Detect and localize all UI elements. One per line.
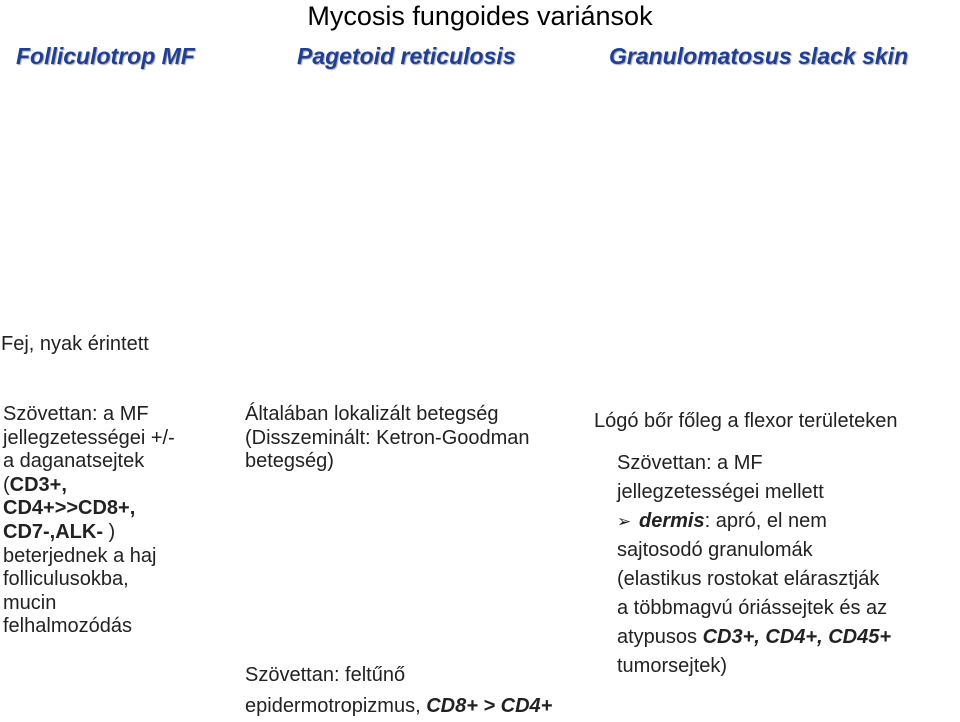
col1-site-text: Fej, nyak érintett — [1, 333, 149, 355]
col3-line-8: tumorsejtek) — [617, 655, 728, 677]
col3-line-3 — [617, 507, 891, 536]
col3-line-4: sajtosodó granulomák — [617, 539, 813, 561]
col1-line-2: jellegzetességei +/- — [3, 426, 175, 449]
col2-extent — [245, 403, 530, 474]
col1-line-7: beterjednek a haj — [3, 544, 157, 567]
col1-line-6-paren: ) — [103, 520, 116, 543]
col2-line-4: Szövettan: feltűnő — [245, 664, 406, 686]
col2-line-3: betegség) — [245, 450, 334, 473]
col2-line-5 — [245, 691, 552, 722]
arrow-bullet-icon: ➢ — [617, 512, 632, 531]
col3-line-1: Szövettan: a MF — [617, 452, 763, 474]
col3-histology — [617, 449, 891, 681]
col3-line-6: a többmagvú óriássejtek és az — [617, 597, 888, 619]
col1-line-1: Szövettan: a MF — [3, 403, 149, 425]
col1-line-4-marker: CD3+, — [9, 473, 67, 496]
col1-line-9: mucin — [3, 591, 57, 614]
col3-line-3-text: : apró, el nem — [704, 510, 827, 532]
col1-line-3: a daganatsejtek — [3, 450, 145, 473]
col3-clinical-text: Lógó bőr főleg a flexor területeken — [594, 410, 898, 432]
col3-line-7-text: atypusos — [617, 626, 703, 648]
slide-title: Mycosis fungoides variánsok — [307, 1, 653, 31]
col1-line-5-marker: CD4+>>CD8+, — [3, 497, 136, 520]
col1-histology — [3, 403, 175, 639]
col1-line-10: felhalmozódás — [3, 615, 132, 638]
heading-folliculotropic: Folliculotrop MF — [16, 43, 195, 69]
col2-line-2: (Disszeminált: Ketron-Goodman — [245, 426, 530, 449]
col2-line-5-text: epidermotropizmus, — [245, 695, 427, 717]
col3-line-2: jellegzetességei mellett — [617, 481, 824, 503]
col3-line-7-marker: CD3+, CD4+, CD45+ — [702, 626, 892, 648]
heading-granulomatous: Granulomatosus slack skin — [609, 43, 909, 69]
col1-line-8: folliculusokba, — [3, 568, 129, 591]
col1-line-6 — [3, 521, 175, 545]
col2-line-1: Általában lokalizált betegség — [245, 403, 499, 425]
col1-line-6-marker: CD7-,ALK- — [3, 520, 103, 543]
col1-line-4-paren: ( — [3, 473, 10, 496]
col1-line-4 — [3, 474, 175, 498]
col3-line-3-term: dermis — [639, 510, 705, 532]
col2-line-5-marker: CD8+ > CD4+ — [426, 695, 553, 717]
col3-line-5: (elastikus rostokat elárasztják — [617, 568, 880, 590]
col2-histology — [245, 660, 552, 722]
heading-pagetoid: Pagetoid reticulosis — [297, 43, 516, 69]
col3-line-7 — [617, 623, 891, 652]
